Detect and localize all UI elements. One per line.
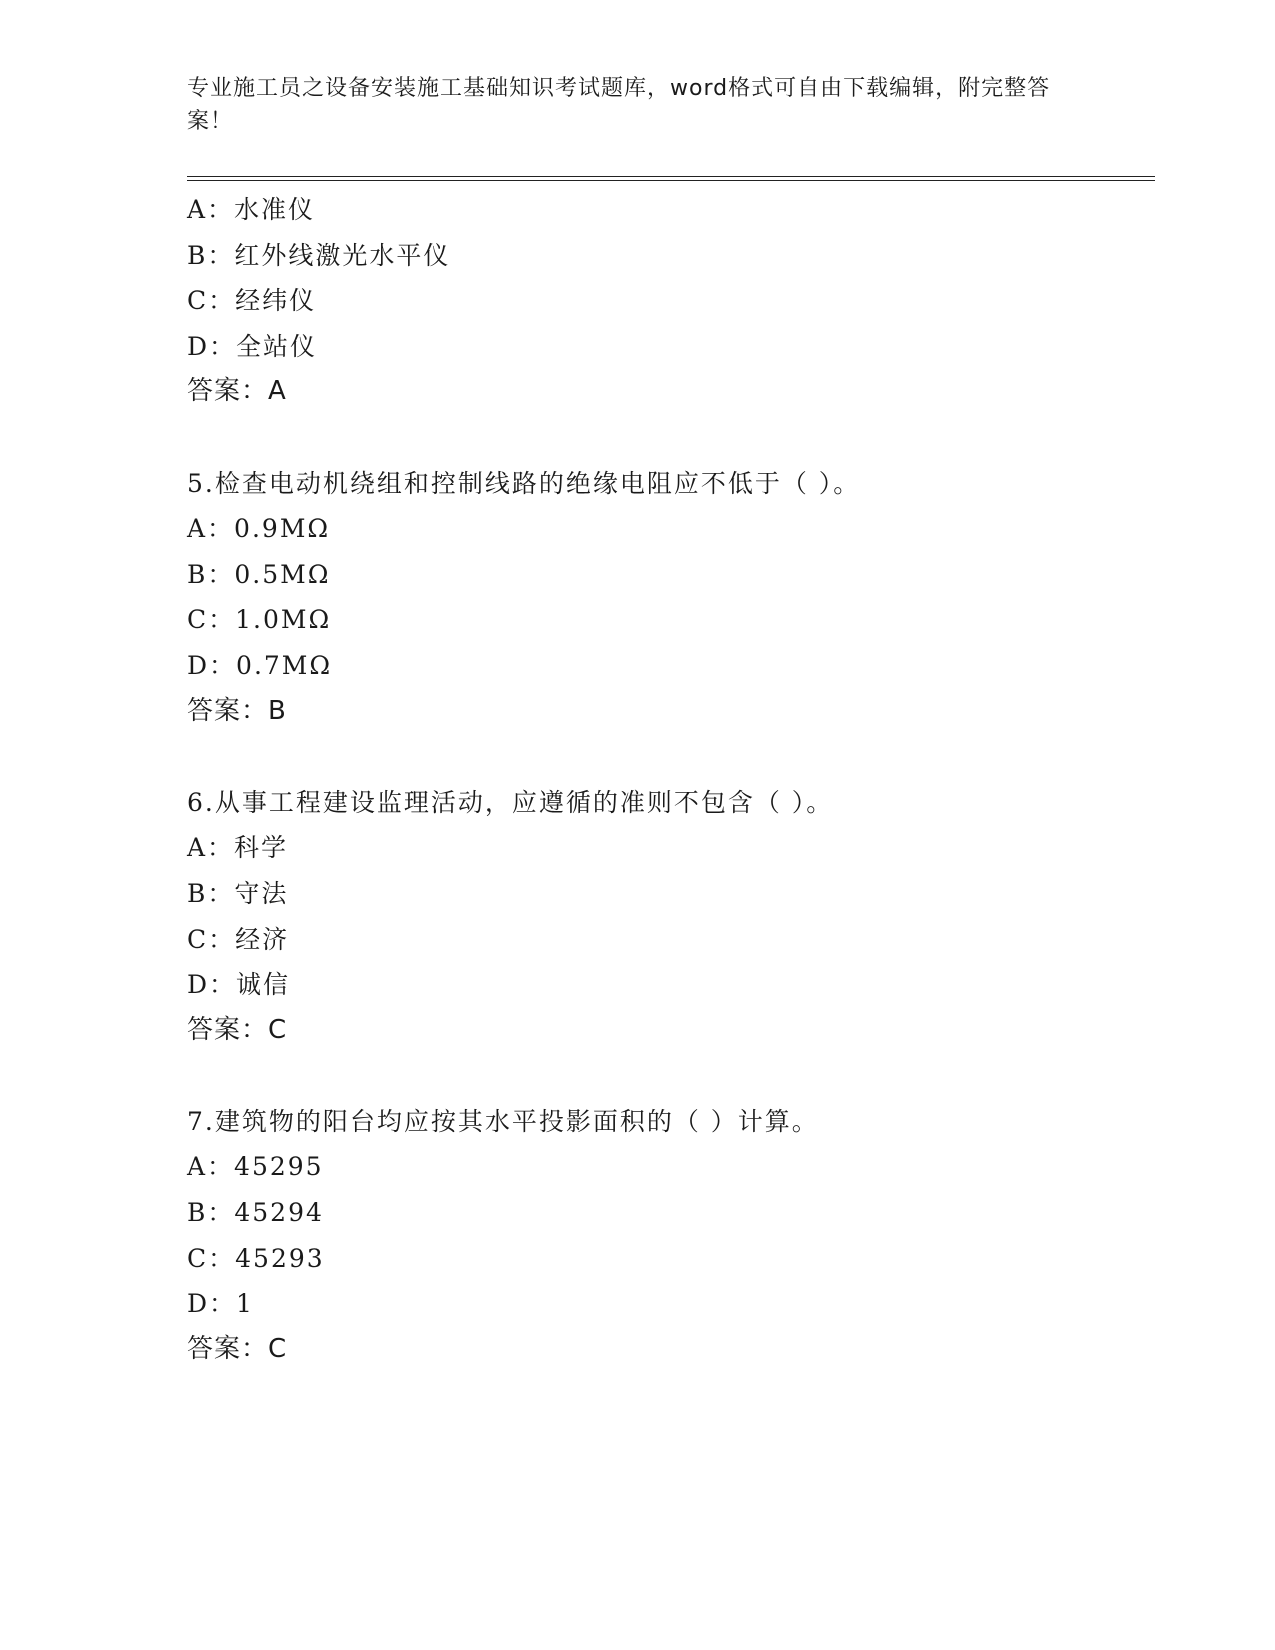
question-block: [187, 461, 1147, 735]
question-block: [187, 780, 1147, 1054]
answer-line: 答案：C: [187, 1014, 288, 1045]
answer-line: 答案：B: [187, 695, 287, 726]
option-c: C：经纬仪: [187, 286, 317, 316]
answer-line: 答案：C: [187, 1333, 288, 1364]
option-a: A：水准仪: [187, 195, 316, 224]
question-text: 6.从事工程建设监理活动，应遵循的准则不包含（ ）。: [187, 787, 834, 817]
question-list: [187, 187, 1147, 1372]
header-rule-top: [187, 176, 1155, 177]
option-d: D：0.7MΩ: [187, 650, 333, 680]
option-b: B：45294: [187, 1198, 324, 1228]
option-d: D：1: [187, 1289, 254, 1319]
option-b: B：守法: [187, 878, 289, 908]
option-b: B：红外线激光水平仪: [187, 240, 451, 270]
question-text: 5.检查电动机绕组和控制线路的绝缘电阻应不低于（ ）。: [187, 468, 861, 498]
option-a: A：科学: [187, 833, 289, 863]
option-c: C：45293: [187, 1243, 325, 1273]
option-c: C：经济: [187, 924, 290, 954]
option-b: B：0.5MΩ: [187, 559, 331, 589]
option-d: D：诚信: [187, 970, 291, 1000]
answer-line: 答案：A: [187, 376, 287, 407]
question-block: [187, 1099, 1147, 1373]
header-rule-bottom: [187, 180, 1155, 181]
option-c: C：1.0MΩ: [187, 605, 332, 635]
question-block: [187, 187, 1147, 415]
question-text: 7.建筑物的阳台均应按其水平投影面积的（ ）计算。: [187, 1106, 819, 1136]
option-d: D：全站仪: [187, 331, 318, 361]
page-header: 专业施工员之设备安装施工基础知识考试题库，word格式可自由下载编辑，附完整答案！: [187, 76, 1051, 134]
option-a: A：45295: [187, 1152, 324, 1182]
option-a: A：0.9MΩ: [187, 514, 331, 544]
